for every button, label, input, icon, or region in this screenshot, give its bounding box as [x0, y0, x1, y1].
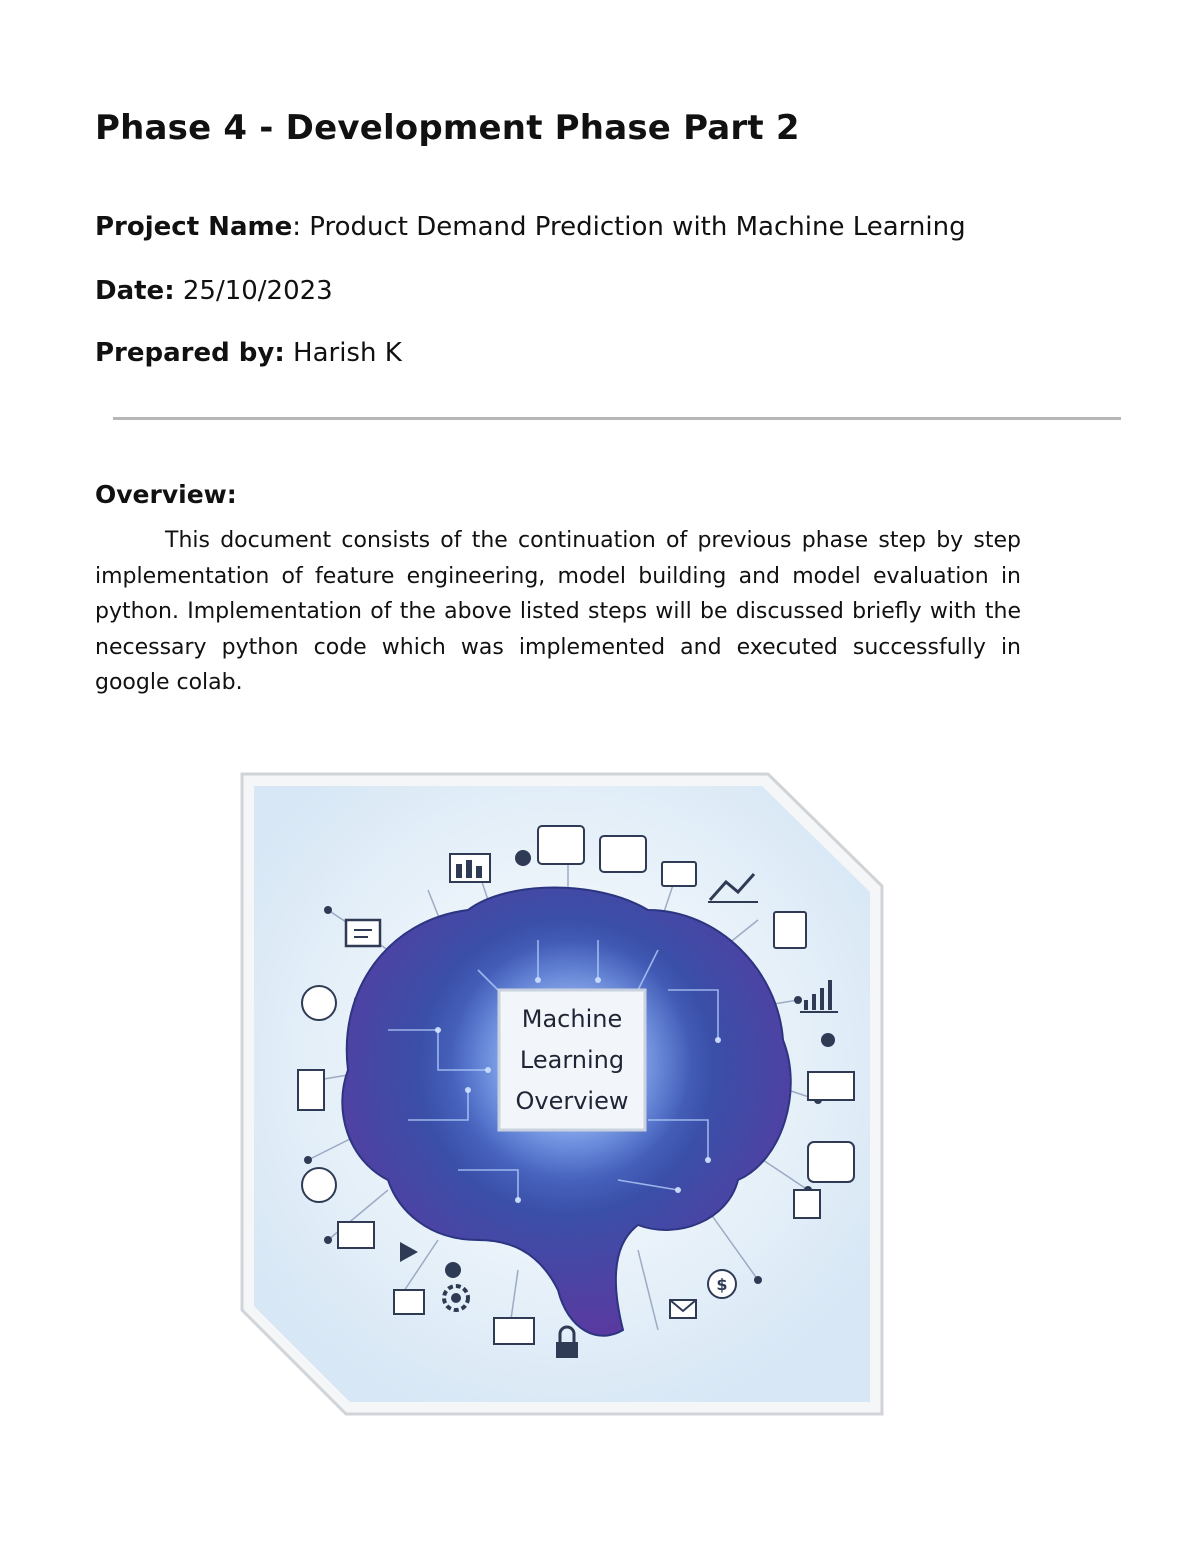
prepared-by-value: Harish K — [284, 338, 402, 368]
date-line — [95, 276, 333, 306]
date-value: 25/10/2023 — [174, 276, 333, 306]
email-icon — [670, 1300, 696, 1318]
dollar-icon — [708, 1270, 736, 1298]
project-name-line — [95, 212, 966, 242]
overview-heading: Overview: — [95, 480, 237, 509]
ml-box-line-2: Learning — [519, 1045, 625, 1074]
project-name-label: Project Name — [95, 212, 293, 242]
dashboard-icon — [450, 854, 490, 882]
monitor-icon — [346, 920, 380, 946]
date-label: Date: — [95, 276, 175, 306]
svg-text:$: $ — [716, 1275, 728, 1294]
overview-paragraph: This document consists of the continuation of previous phase step by step implementation of feature engineering, model building and model evaluation in python. Implementation of the above listed steps will be discussed briefly with the necessary python code which was implemented and executed successfully in google colab. — [95, 528, 1021, 695]
ml-overview-illustration — [238, 770, 884, 1416]
prepared-by-line — [95, 338, 402, 368]
ml-overview-box — [499, 990, 645, 1130]
ml-box-line-3: Overview — [515, 1086, 629, 1115]
prepared-by-label: Prepared by: — [95, 338, 285, 368]
divider — [113, 417, 1121, 420]
page-title: Phase 4 - Development Phase Part 2 — [95, 108, 800, 148]
project-name-value: : Product Demand Prediction with Machine Learning — [292, 212, 966, 242]
ml-box-line-1: Machine — [521, 1004, 623, 1033]
